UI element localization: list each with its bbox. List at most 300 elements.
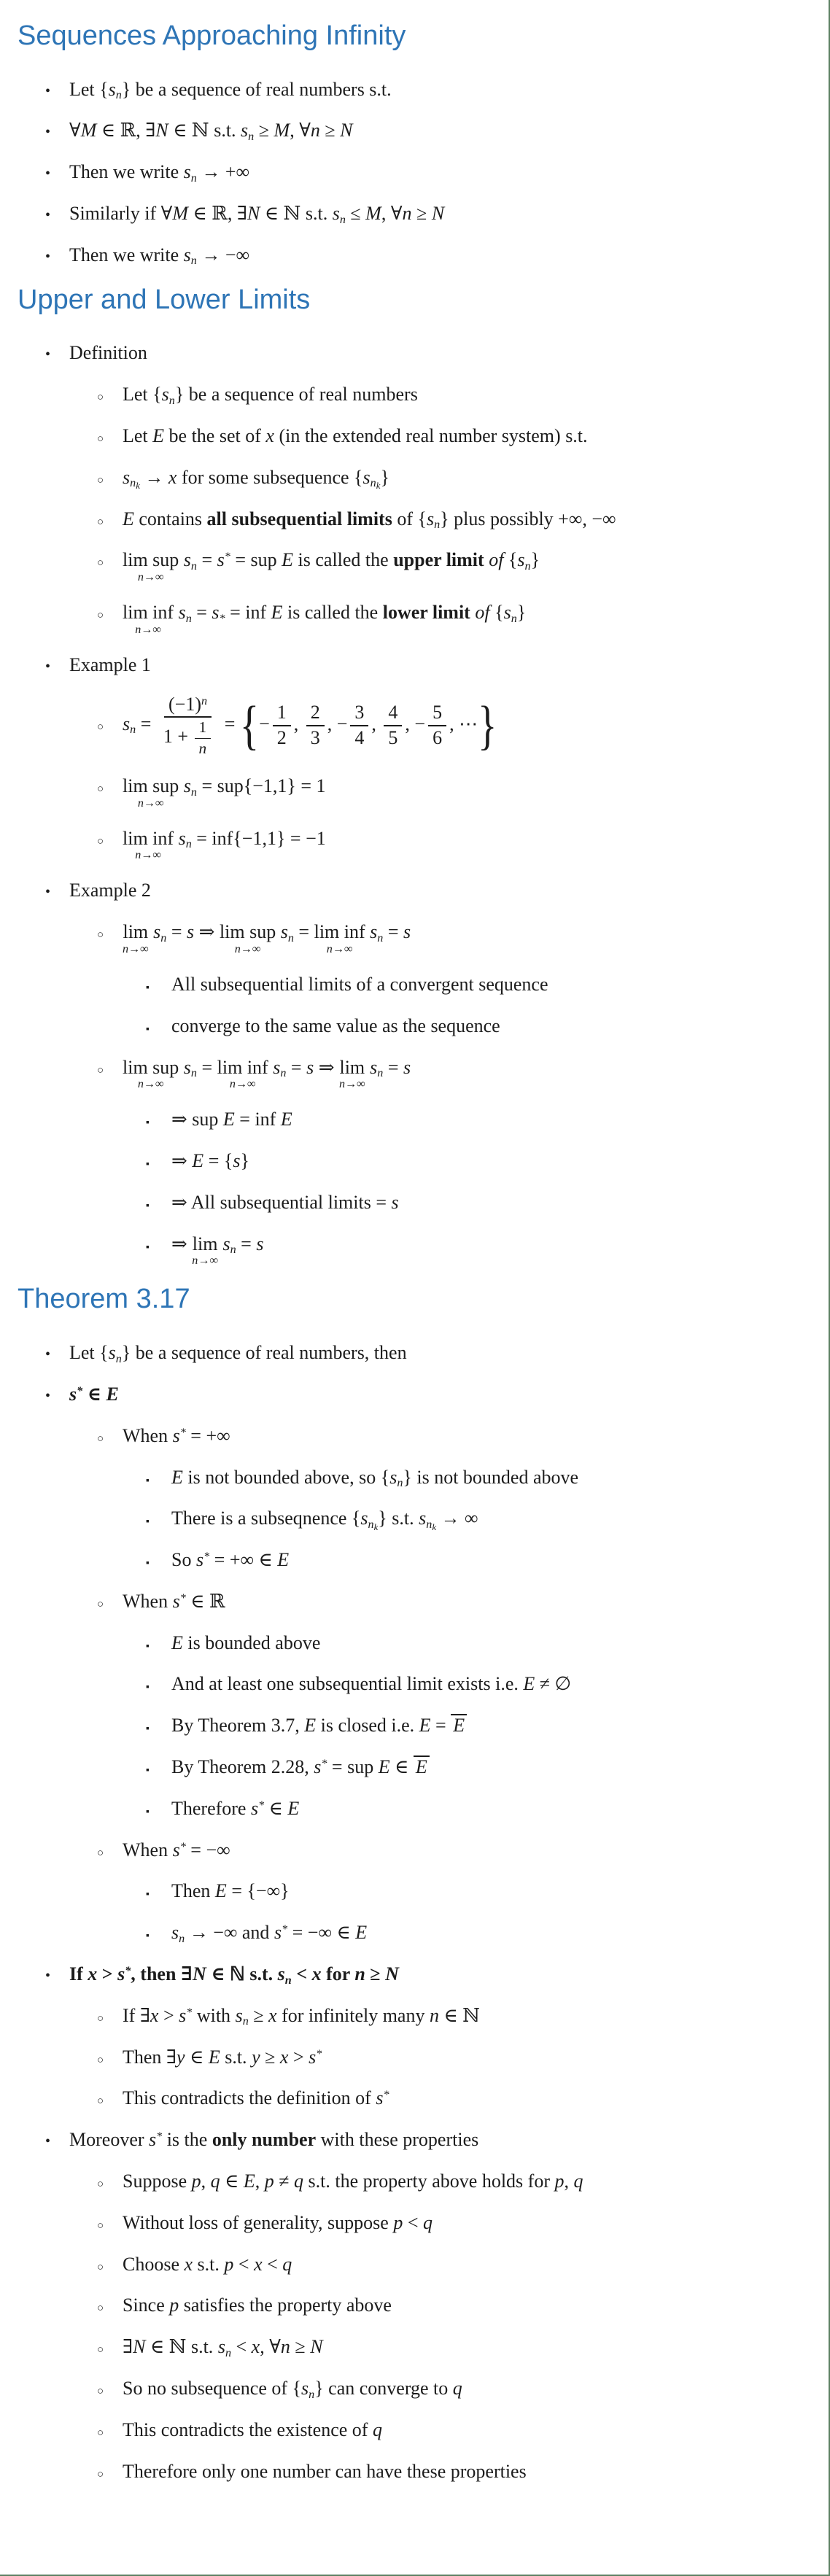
math-t: is bounded above	[182, 1632, 321, 1653]
sections-container	[18, 20, 808, 2483]
math-sub: n	[248, 130, 255, 143]
math-i: q	[282, 2253, 292, 2275]
list-item	[97, 1424, 808, 1448]
math-t: } be a sequence of real numbers s.t.	[121, 78, 392, 100]
math-i: E	[222, 1109, 235, 1130]
math-t: 2	[276, 726, 287, 748]
math-t: =	[136, 713, 156, 734]
item-content	[123, 2003, 480, 2028]
math-t: = {	[203, 1150, 233, 1172]
math-t: ⇒	[171, 1233, 193, 1254]
math-t: , −	[327, 713, 348, 734]
math-sub: n	[190, 559, 197, 573]
math-b: ∈ ℕ s.t.	[206, 1963, 278, 1985]
math-t: , ∀	[260, 2336, 281, 2358]
item-content	[123, 2086, 389, 2111]
math-t: When	[123, 1839, 173, 1861]
math-bsup: *	[77, 1384, 83, 1397]
bullet-icon: •	[45, 884, 51, 901]
math-i: E	[214, 1880, 227, 1902]
bullet-icon: ○	[97, 2219, 104, 2232]
math-i: s	[332, 203, 340, 225]
bullet-icon: ○	[97, 2261, 104, 2273]
math-sup: *	[316, 2047, 322, 2060]
fraction-numerator	[273, 702, 291, 726]
bullet-icon: ▪	[146, 1640, 150, 1652]
math-t: =	[196, 549, 217, 571]
list-item	[45, 1962, 808, 1987]
bullet-icon: ○	[97, 474, 104, 486]
fraction-numerator	[350, 702, 368, 726]
math-t: }	[530, 549, 540, 571]
math-t: ∈ ℝ, ∃	[188, 203, 247, 225]
bullet-icon: ○	[97, 2054, 104, 2066]
bullet-icon: •	[45, 346, 51, 363]
math-i: M	[80, 120, 97, 141]
bullet-icon: ○	[97, 2426, 104, 2439]
bullet-icon: ○	[97, 2386, 104, 2398]
math-t: Example 2	[69, 880, 151, 901]
math-i: s	[426, 508, 435, 529]
math-i: of	[489, 549, 504, 571]
math-i: s	[183, 161, 191, 183]
math-t: , −	[405, 713, 426, 734]
list-item	[97, 600, 808, 636]
math-i: x	[168, 466, 177, 488]
math-i: n	[198, 739, 207, 757]
math-t: ,	[371, 713, 381, 734]
math-t: ∈	[264, 1797, 288, 1819]
math-t: → ∞	[436, 1508, 478, 1529]
math-t: Therefore	[171, 1797, 251, 1819]
math-lim	[123, 602, 174, 636]
bullet-icon: ○	[97, 2095, 104, 2108]
math-b: for	[321, 1963, 355, 1985]
math-t: Then we write	[69, 244, 184, 265]
limit-subscript: n→∞	[339, 1078, 365, 1091]
math-t: ≠ ∅	[535, 1673, 572, 1695]
item-content	[123, 1838, 230, 1863]
math-t: = sup	[230, 549, 282, 571]
list-item	[97, 1838, 808, 1863]
limit-operator: lim	[192, 1233, 218, 1254]
math-i: x	[184, 2253, 193, 2275]
item-content	[171, 972, 548, 997]
math-bi: x	[311, 1963, 322, 1985]
math-t: ⇒	[171, 1150, 193, 1172]
limit-subscript: n→∞	[123, 942, 149, 955]
math-t: 1 +	[163, 726, 193, 748]
list-item	[97, 2293, 808, 2318]
math-lim	[123, 550, 179, 583]
math-i: E	[523, 1673, 535, 1695]
list-item	[97, 2335, 808, 2359]
math-i: s	[274, 1922, 282, 1944]
item-content	[69, 201, 444, 226]
math-t: >	[158, 2004, 179, 2026]
math-i: E	[287, 1797, 300, 1819]
math-t: And at least one subsequential limit exists i.e.	[171, 1673, 524, 1695]
math-i: s	[123, 466, 131, 488]
math-t: 1	[198, 718, 207, 737]
math-sup: *	[282, 1923, 288, 1936]
math-t: =	[286, 1056, 307, 1078]
math-frac	[428, 702, 446, 748]
math-lim	[123, 922, 149, 955]
list-item	[146, 1506, 808, 1531]
item-content	[123, 2376, 462, 2401]
math-sub: n	[115, 89, 122, 102]
math-i: x	[254, 2253, 263, 2275]
item-content	[69, 341, 147, 365]
item-content	[123, 424, 588, 449]
math-t: =	[293, 921, 314, 943]
math-t: When	[123, 1590, 173, 1612]
list-item	[146, 1465, 808, 1490]
math-t: (in the extended real number system) s.t.	[274, 424, 588, 446]
math-i: s	[172, 1424, 180, 1446]
math-t: Similarly if ∀	[69, 203, 173, 225]
math-i: y	[177, 2046, 185, 2068]
math-t: }	[240, 1150, 249, 1172]
math-i: s	[280, 921, 288, 943]
math-i: s	[217, 2336, 225, 2358]
math-t: = sup	[327, 1756, 379, 1778]
math-i: N	[431, 203, 445, 225]
math-frac	[195, 719, 212, 757]
fraction-denominator	[384, 726, 402, 749]
math-b: ∈	[82, 1383, 106, 1405]
math-t: ∈ ℕ	[438, 2004, 480, 2026]
math-t: Example 1	[69, 653, 151, 675]
math-sub: n	[339, 213, 346, 226]
math-sup: *	[156, 2130, 163, 2144]
math-i: s	[391, 1191, 399, 1213]
list-item	[97, 2376, 808, 2401]
math-t: Then	[171, 1880, 215, 1902]
math-i: s	[273, 1056, 281, 1078]
bullet-icon: ○	[97, 392, 104, 404]
list-item	[45, 341, 808, 365]
math-i: s	[183, 244, 191, 265]
math-t: =	[191, 602, 212, 624]
math-t: } plus possibly +∞, −∞	[440, 508, 616, 529]
math-i: E	[282, 549, 294, 571]
item-content	[69, 653, 151, 678]
math-t: This contradicts the existence of	[123, 2418, 373, 2440]
math-t: s.t. the property above holds for	[303, 2170, 555, 2192]
math-i: x	[251, 2336, 260, 2358]
list-item	[45, 118, 808, 143]
item-content	[123, 2335, 323, 2359]
list-item	[97, 2459, 808, 2484]
math-i: M	[274, 120, 290, 141]
math-t: <	[231, 2336, 252, 2358]
math-i: s	[183, 1056, 191, 1078]
list-item	[146, 1796, 808, 1821]
list-item	[146, 1672, 808, 1696]
item-content	[69, 2127, 478, 2152]
math-i: s	[171, 1922, 179, 1944]
math-sup: *	[179, 1426, 186, 1439]
math-sup: n	[201, 694, 208, 707]
math-sub: n	[179, 1932, 185, 1945]
math-i: q	[294, 2170, 304, 2192]
item-content	[69, 1341, 407, 1365]
bullet-icon: ▪	[146, 1682, 150, 1694]
math-i: s	[153, 921, 161, 943]
math-t: This contradicts the definition of	[123, 2087, 376, 2109]
bullet-icon: ○	[97, 2303, 104, 2315]
item-content	[123, 382, 418, 407]
item-content	[69, 243, 249, 268]
math-i: q	[210, 2170, 220, 2192]
math-sub: n	[377, 1067, 384, 1080]
item-content	[69, 118, 353, 143]
math-bi: N	[385, 1963, 399, 1985]
math-sub: n	[397, 1477, 403, 1489]
math-sup: *	[258, 1799, 265, 1812]
list-item	[97, 1055, 808, 1091]
item-content	[123, 774, 326, 810]
math-i: s	[178, 602, 186, 624]
bullet-icon: ▪	[146, 1516, 150, 1528]
item-content	[171, 1232, 263, 1268]
list-item	[146, 972, 808, 997]
math-i: E	[280, 1109, 292, 1130]
math-t: Let {	[69, 1342, 109, 1364]
math-subsub: k	[376, 481, 381, 492]
math-sub: n	[190, 1067, 197, 1080]
math-t: 5	[388, 726, 398, 748]
math-t: converge to the same value as the sequence	[171, 1015, 500, 1036]
bullet-icon: ○	[97, 1847, 104, 1859]
math-sub: n	[434, 519, 441, 532]
bullet-icon: ▪	[146, 1723, 150, 1735]
math-sup: *	[224, 551, 230, 564]
math-lim	[217, 1058, 268, 1091]
math-i: s	[149, 2129, 157, 2151]
math-t: Let {	[123, 384, 162, 406]
math-t: By Theorem 3.7,	[171, 1715, 305, 1737]
math-t: ∈	[185, 2046, 209, 2068]
math-i: s	[419, 1508, 427, 1529]
bullet-icon: ○	[97, 2179, 104, 2191]
bullet-icon: ○	[97, 1598, 104, 1610]
math-t: ≠	[274, 2170, 295, 2192]
math-ov: E	[414, 1756, 430, 1777]
math-lim	[123, 829, 174, 862]
math-t: } be a sequence of real numbers, then	[121, 1342, 407, 1364]
list-item	[45, 160, 808, 185]
math-t: {	[489, 602, 504, 624]
math-i: s	[183, 775, 191, 797]
list-item	[45, 653, 808, 678]
bullet-icon: ○	[97, 783, 104, 796]
math-t: is closed i.e.	[316, 1715, 419, 1737]
math-sup: *	[203, 1551, 210, 1564]
math-lim	[314, 922, 365, 955]
list-item	[146, 1713, 808, 1738]
math-i: s	[360, 1508, 368, 1529]
math-i: E	[171, 1466, 183, 1488]
math-t: {	[503, 549, 518, 571]
math-sub2	[370, 477, 381, 492]
item-content	[69, 1962, 399, 1987]
math-t: s.t.	[220, 2046, 252, 2068]
list-item	[97, 507, 808, 532]
math-bi: s	[117, 1963, 125, 1985]
math-t: ∈ ℕ s.t.	[260, 203, 333, 225]
math-bi: N	[193, 1963, 206, 1985]
math-lim	[220, 922, 276, 955]
math-i: s	[241, 120, 249, 141]
math-t: is the	[162, 2129, 212, 2151]
math-i: x	[150, 2004, 159, 2026]
bullet-icon: ○	[97, 2012, 104, 2025]
math-i: p	[393, 2211, 403, 2233]
math-t: =	[430, 1715, 451, 1737]
math-i: p	[264, 2170, 274, 2192]
math-t: → −∞	[196, 244, 250, 265]
fraction-denominator	[306, 726, 325, 749]
math-i: s	[172, 1590, 180, 1612]
math-i: n	[402, 203, 412, 225]
math-sub: n	[190, 255, 197, 268]
math-t: <	[233, 2253, 255, 2275]
math-i: E	[304, 1715, 317, 1737]
bullet-icon: ○	[97, 2344, 104, 2356]
list-item	[97, 465, 808, 490]
bullet-icon: •	[45, 124, 51, 141]
bullet-icon: ○	[97, 557, 104, 570]
bullet-icon: ▪	[146, 1558, 150, 1570]
math-b: >	[97, 1963, 118, 1985]
math-t: is called the	[293, 549, 394, 571]
math-sub2	[368, 1518, 379, 1531]
math-sub: n	[185, 838, 192, 851]
math-t: ,	[201, 2170, 211, 2192]
math-t: = −∞ ∈	[287, 1922, 356, 1944]
math-t: ≥	[260, 2046, 280, 2068]
math-i: y	[252, 2046, 260, 2068]
fraction-numerator	[384, 702, 402, 726]
math-t: ⇒	[314, 1056, 339, 1078]
math-t: } can converge to	[314, 2378, 453, 2400]
math-sub: n	[370, 477, 376, 490]
list-item	[45, 1382, 808, 1407]
fraction-numerator	[428, 702, 446, 726]
item-content	[123, 2211, 433, 2235]
math-t: = −∞	[185, 1839, 230, 1861]
math-t: Then we write	[69, 161, 184, 183]
list-item	[45, 1341, 808, 1365]
math-b: upper limit	[393, 549, 484, 571]
math-sub: n	[225, 2346, 231, 2359]
math-t: >	[288, 2046, 309, 2068]
limit-operator: lim sup	[123, 775, 179, 797]
math-sub: n	[230, 1244, 236, 1257]
math-i: s	[195, 1549, 204, 1571]
math-sup: *	[321, 1758, 327, 1771]
item-content	[123, 1055, 411, 1091]
math-t: Definition	[69, 342, 147, 364]
bullet-icon: ▪	[146, 1765, 150, 1777]
math-sub: n	[130, 477, 136, 490]
math-t: 3	[354, 702, 365, 723]
list-item	[97, 548, 808, 583]
math-i: E	[123, 508, 134, 529]
bullet-icon: ▪	[146, 982, 150, 993]
math-t: Let {	[69, 78, 109, 100]
item-content	[123, 465, 389, 490]
bullet-icon: ○	[97, 610, 104, 622]
math-t: ≥	[290, 2336, 311, 2358]
fraction-numerator	[306, 702, 325, 726]
math-i: s	[161, 384, 169, 406]
list-item	[146, 1149, 808, 1173]
math-sub: n	[426, 1518, 433, 1531]
math-t: = +∞ ∈	[209, 1549, 278, 1571]
bullet-icon: •	[45, 82, 51, 99]
math-sub: n	[190, 171, 197, 185]
bullet-icon: •	[45, 1387, 51, 1404]
math-i: p	[169, 2294, 179, 2316]
math-t: ⇒ sup	[171, 1109, 223, 1130]
item-content	[171, 1879, 290, 1904]
bullet-icon: ○	[97, 835, 104, 847]
math-i: s	[403, 921, 411, 943]
math-t: <	[262, 2253, 283, 2275]
section-title: Sequences Approaching Infinity	[18, 20, 406, 51]
limit-operator: lim	[339, 1056, 365, 1078]
math-t: ∈ ℕ s.t.	[145, 2336, 218, 2358]
math-t: 1	[276, 702, 287, 723]
bullet-icon: ▪	[146, 1159, 150, 1171]
math-i: E	[208, 2046, 220, 2068]
list-item	[97, 920, 808, 955]
item-content	[171, 1506, 478, 1531]
math-b: ≥	[365, 1963, 386, 1985]
item-content	[171, 1796, 299, 1821]
list-item	[97, 1589, 808, 1614]
math-t: When	[123, 1424, 173, 1446]
item-content	[123, 1589, 225, 1614]
item-content	[123, 548, 540, 583]
math-i: s	[256, 1233, 264, 1254]
item-content	[171, 1672, 571, 1696]
math-sup: *	[179, 1840, 186, 1853]
math-i: s	[301, 2378, 309, 2400]
math-sub2	[426, 1518, 436, 1531]
limit-operator: lim	[123, 921, 149, 943]
fraction-denominator	[159, 718, 217, 757]
math-t: There is a subseqnence {	[171, 1508, 361, 1529]
bullet-icon: ▪	[146, 1475, 150, 1486]
math-i: n	[310, 120, 320, 141]
math-i: s	[370, 1056, 378, 1078]
math-i: x	[268, 2004, 277, 2026]
list-item	[146, 1879, 808, 1904]
limit-operator: lim inf	[314, 921, 365, 943]
math-b: only number	[212, 2129, 317, 2151]
math-subsub: k	[136, 481, 140, 492]
math-t: −	[259, 713, 270, 734]
math-t: ,	[564, 2170, 574, 2192]
limit-subscript: n→∞	[137, 796, 164, 810]
list-item	[97, 424, 808, 449]
math-t: ≥	[411, 203, 432, 225]
